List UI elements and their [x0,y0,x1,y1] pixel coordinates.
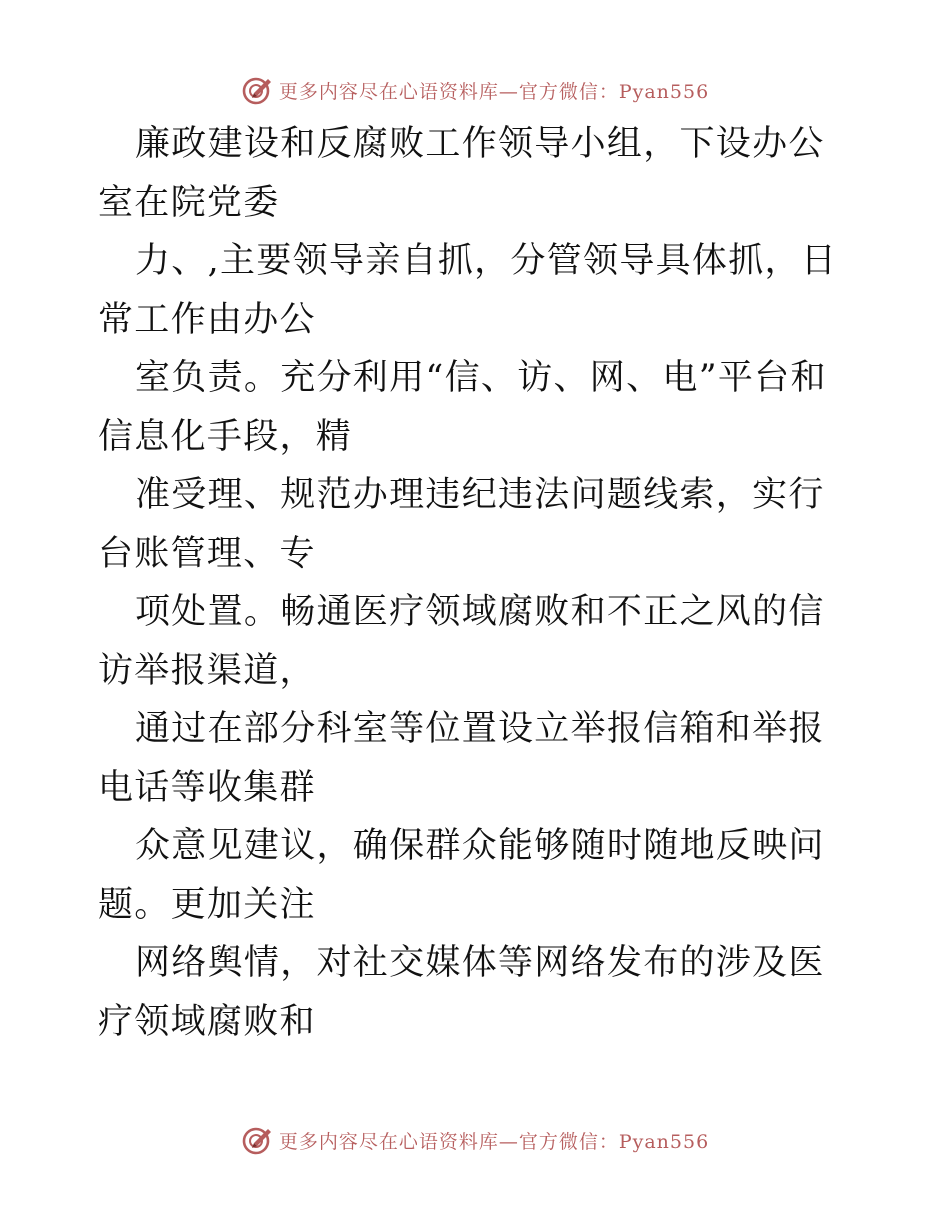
paragraph: 力、,主要领导亲自抓，分管领导具体抓，日常工作由办公 [98,241,838,340]
footer-banner-text: 更多内容尽在心语资料库—官方微信：Pyan556 [278,1130,710,1153]
header-banner [0,70,950,110]
paragraph: 室负责。充分利用“信、访、网、电”平台和信息化手段，精 [98,358,827,457]
pen-circle-logo-icon [241,74,273,106]
paragraph: 准受理、规范办理违纪违法问题线索，实行台账管理、专 [98,475,825,574]
paragraph: 廉政建设和反腐败工作领导小组，下设办公室在院党委 [98,124,825,223]
pen-circle-logo-icon [241,1124,273,1156]
paragraph: 项处置。畅通医疗领域腐败和不正之风的信访举报渠道， [98,592,825,691]
paragraph: 通过在部分科室等位置设立举报信箱和举报电话等收集群 [98,709,825,808]
paragraph: 网络舆情，对社交媒体等网络发布的涉及医疗领域腐败和 [98,943,825,1042]
footer-banner [0,1120,950,1160]
document-body [98,115,858,1051]
header-banner-text: 更多内容尽在心语资料库—官方微信：Pyan556 [278,80,710,103]
paragraph: 众意见建议，确保群众能够随时随地反映问题。更加关注 [98,826,825,925]
